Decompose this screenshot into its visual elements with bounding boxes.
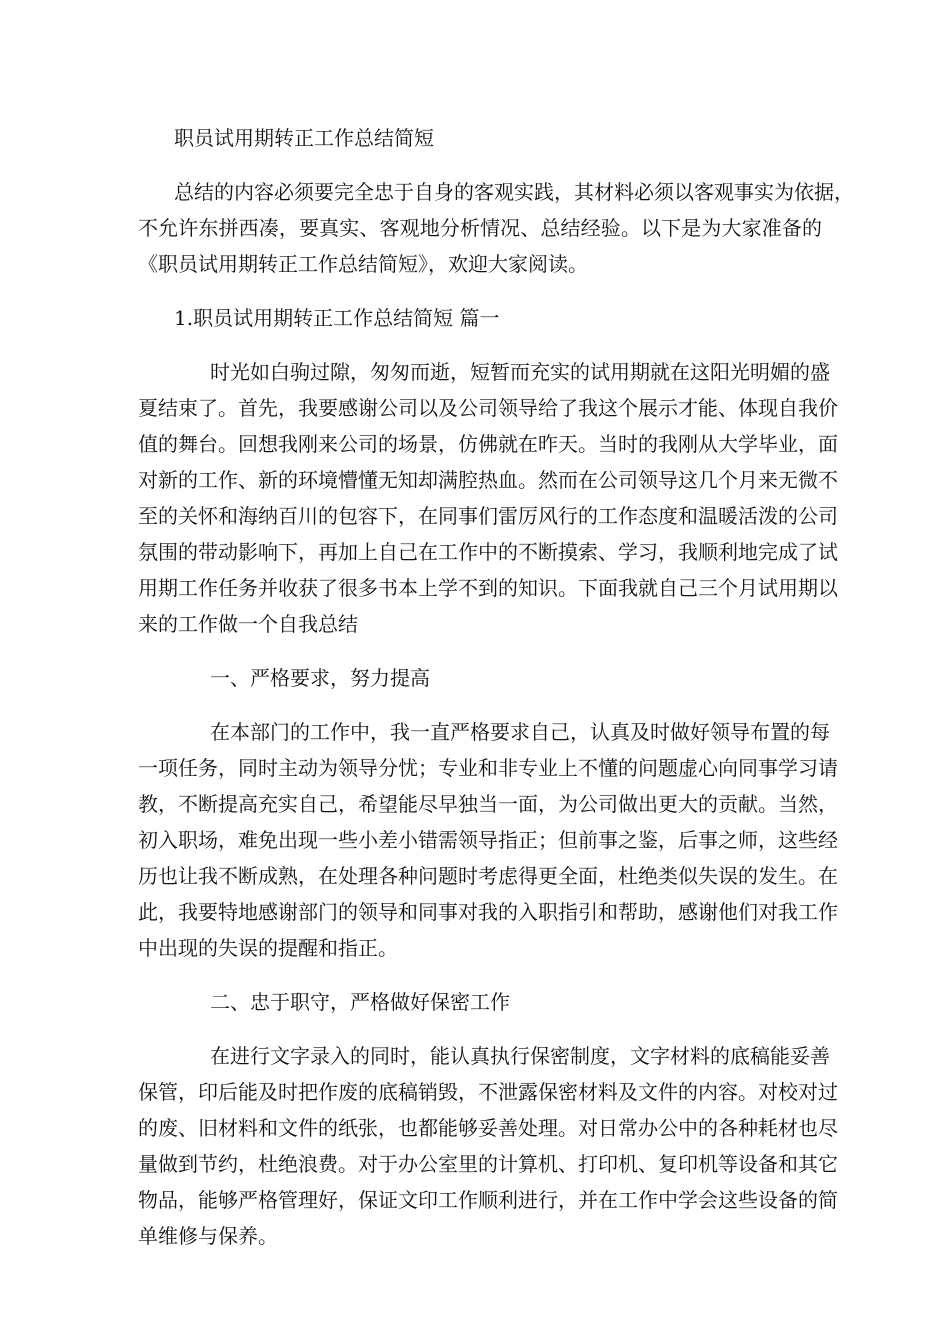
intro-paragraph [138,174,854,282]
text-line: 至的关怀和海纳百川的包容下，在同事们雷厉风行的工作态度和温暖活泼的公司 [138,504,838,528]
heading-confidentiality: 二、忠于职守，严格做好保密工作 [210,990,510,1014]
text-line: 用期工作任务并收获了很多书本上学不到的知识。下面我就自己三个月试用期以 [138,576,838,600]
text-line: 《职员试用期转正工作总结简短》，欢迎大家阅读。 [138,252,588,276]
text-line: 单维修与保养。 [138,1224,278,1248]
text-line: 初入职场，难免出现一些小差小错需领导指正；但前事之鉴，后事之师，这些经 [138,828,838,852]
text-line: 一项任务，同时主动为领导分忧；专业和非专业上不懂的问题虚心向同事学习请 [138,756,838,780]
paragraph-strict-requirements [138,714,838,966]
text-line: 不允许东拼西凑，要真实、客观地分析情况、总结经验。以下是为大家准备的 [138,216,822,240]
text-line: 历也让我不断成熟，在处理各种问题时考虑得更全面，杜绝类似失误的发生。在 [138,864,838,888]
paragraph-confidentiality [138,1038,838,1254]
text-line: 保管，印后能及时把作废的底稿销毁，不泄露保密材料及文件的内容。对校对过 [138,1080,838,1104]
document-title: 职员试用期转正工作总结简短 [174,126,434,150]
text-line: 教，不断提高充实自己，希望能尽早独当一面，为公司做出更大的贡献。当然， [138,792,838,816]
text-line: 时光如白驹过隙，匆匆而逝，短暂而充实的试用期就在这阳光明媚的盛 [210,360,830,384]
text-line: 在本部门的工作中，我一直严格要求自己，认真及时做好领导布置的每 [210,720,830,744]
text-line: 值的舞台。回想我刚来公司的场景，仿佛就在昨天。当时的我刚从大学毕业，面 [138,432,838,456]
document-page [138,120,854,1254]
text-line: 在进行文字录入的同时，能认真执行保密制度，文字材料的底稿能妥善 [210,1044,830,1068]
text-line: 此，我要特地感谢部门的领导和同事对我的入职指引和帮助，感谢他们对我工作 [138,900,838,924]
heading-strict-requirements: 一、严格要求，努力提高 [210,666,430,690]
text-line: 总结的内容必须要完全忠于自身的客观实践，其材料必须以客观事实为依据， [174,180,854,204]
section-heading: 1.职员试用期转正工作总结简短 篇一 [174,306,500,330]
paragraph-intro-summary [138,354,838,642]
text-line: 夏结束了。首先，我要感谢公司以及公司领导给了我这个展示才能、体现自我价 [138,396,838,420]
text-line: 对新的工作、新的环境懵懂无知却满腔热血。然而在公司领导这几个月来无微不 [138,468,838,492]
text-line: 量做到节约，杜绝浪费。对于办公室里的计算机、打印机、复印机等设备和其它 [138,1152,838,1176]
text-line: 来的工作做一个自我总结 [138,612,358,636]
text-line: 的废、旧材料和文件的纸张，也都能够妥善处理。对日常办公中的各种耗材也尽 [138,1116,838,1140]
text-line: 中出现的失误的提醒和指正。 [138,936,398,960]
text-line: 氛围的带动影响下，再加上自己在工作中的不断摸索、学习，我顺利地完成了试 [138,540,838,564]
text-line: 物品，能够严格管理好，保证文印工作顺利进行，并在工作中学会这些设备的简 [138,1188,838,1212]
